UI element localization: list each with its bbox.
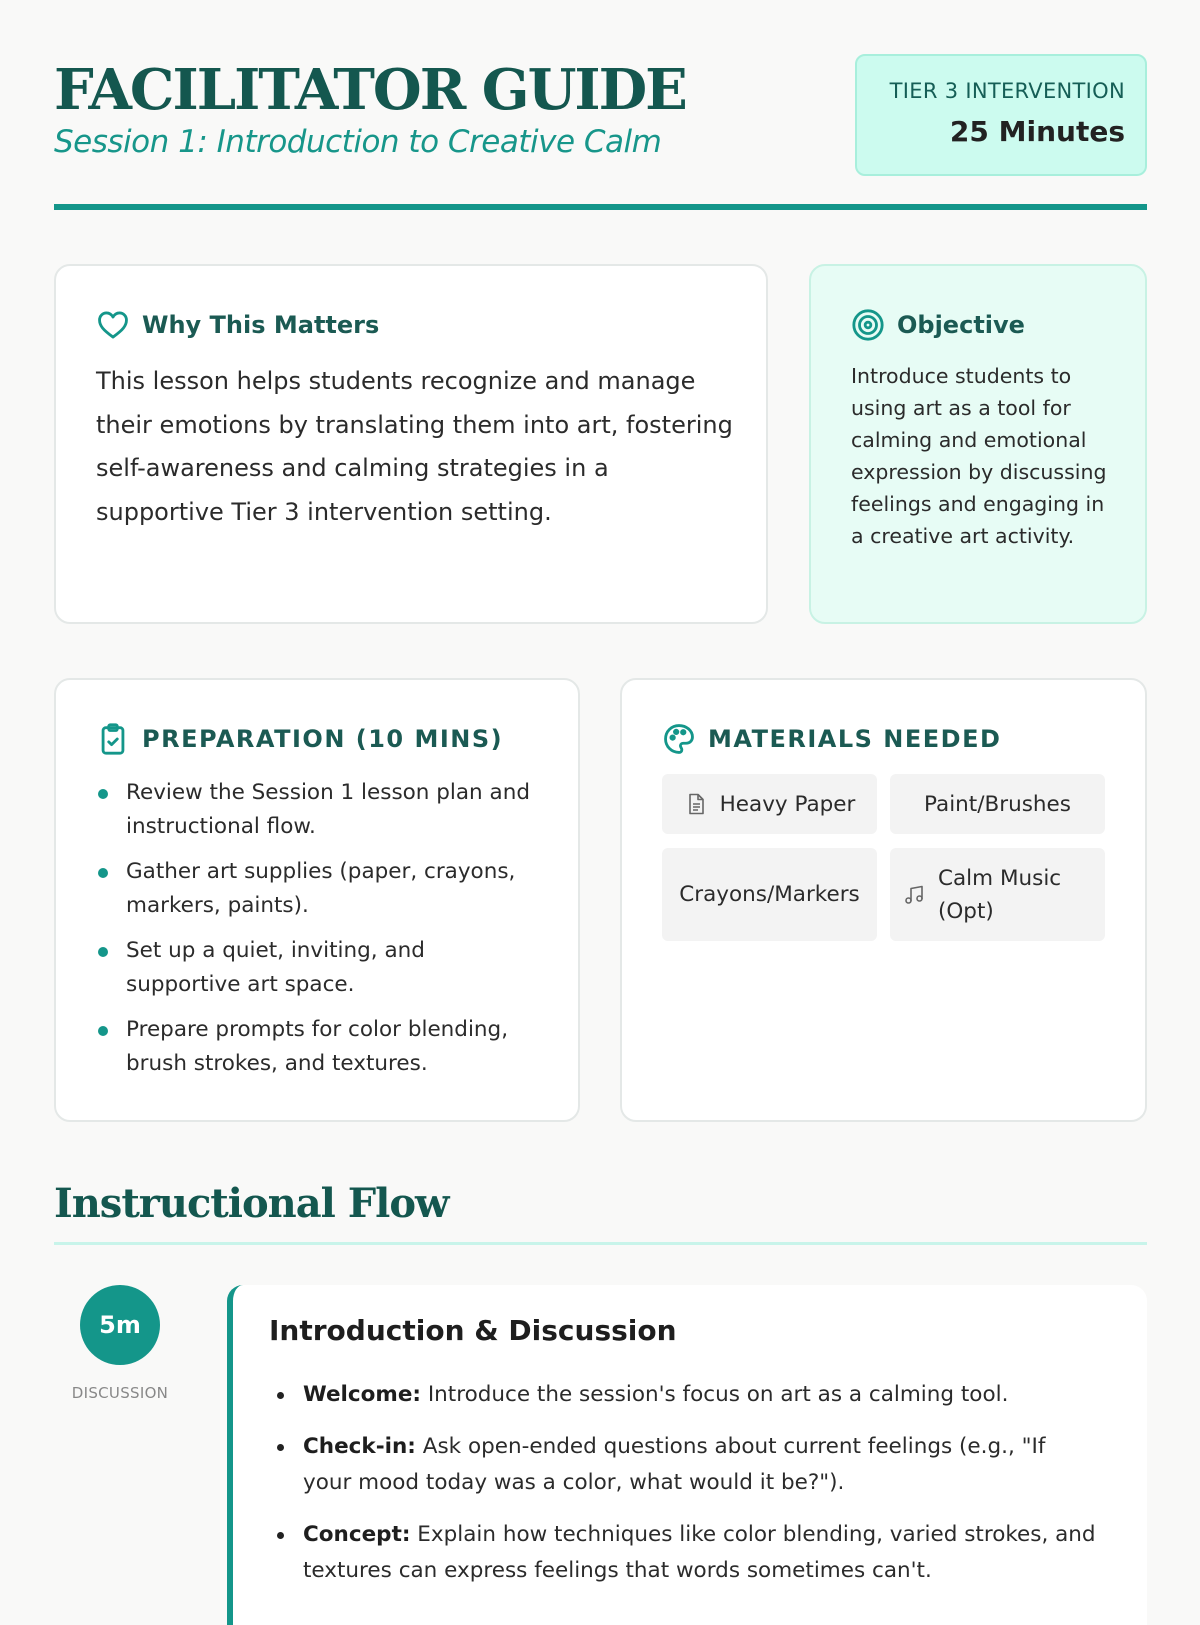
material-item-calm-music (890, 848, 1105, 941)
point-text: Explain how techniques like color blending, varied strokes, and textures can express feelings that words sometimes can't. (303, 1522, 1096, 1583)
list-item (96, 855, 536, 922)
document-icon (684, 792, 708, 816)
bullet-dot (277, 1392, 284, 1399)
why-card-title: Why This Matters (142, 311, 380, 339)
bullet-dot (277, 1444, 284, 1451)
music-note-icon (902, 883, 926, 907)
step-time-badge: 5m (80, 1285, 160, 1365)
why-card-text: This lesson helps students recognize and manage their emotions by translating them into art, fostering self-awareness and calming strategies in a supportive Tier 3 intervention setting. (96, 367, 733, 526)
material-item-crayons-markers (662, 848, 877, 941)
objective-text: Introduce students to using art as a tool for calming and emotional expression by discussing feelings and engaging in a creative art activity. (851, 364, 1107, 548)
bullet-dot (98, 789, 108, 799)
palette-icon (662, 722, 696, 756)
material-label: Calm Music (Opt) (938, 865, 1062, 924)
why-this-matters-card (54, 264, 768, 624)
target-icon (851, 308, 885, 342)
tier-label: TIER 3 INTERVENTION (889, 79, 1125, 103)
preparation-item-text: Gather art supplies (paper, crayons, markers, paints). (126, 859, 516, 918)
bullet-dot (98, 868, 108, 878)
preparation-card (54, 678, 580, 1122)
guide-header (54, 0, 1147, 212)
material-label: Crayons/Markers (679, 882, 860, 907)
bullet-dot (277, 1532, 284, 1539)
materials-card-title: MATERIALS NEEDED (708, 725, 1002, 753)
material-label: Heavy Paper (719, 791, 856, 817)
header-divider (54, 204, 1147, 210)
material-item-paint-brushes (890, 774, 1105, 834)
materials-card-header (662, 722, 1001, 756)
preparation-list (96, 776, 536, 1092)
list-item (269, 1517, 1099, 1589)
bullet-dot (98, 1026, 108, 1036)
point-term: Welcome: (303, 1382, 421, 1407)
facilitator-guide-page (54, 0, 1147, 1583)
list-item (96, 934, 536, 1001)
step-title: Introduction & Discussion (269, 1314, 677, 1347)
instructional-flow-title: Instructional Flow (54, 1180, 449, 1227)
step-points-list (269, 1377, 1099, 1605)
list-item (96, 776, 536, 843)
materials-card (620, 678, 1147, 1122)
preparation-item-text: Set up a quiet, inviting, and supportive art space. (126, 938, 425, 997)
page-title: FACILITATOR GUIDE (54, 57, 686, 123)
list-item (269, 1377, 1099, 1413)
objective-card (809, 264, 1147, 624)
tier-badge (855, 54, 1147, 176)
session-duration: 25 Minutes (949, 115, 1125, 148)
point-term: Check-in: (303, 1434, 416, 1459)
objective-card-header (851, 308, 1025, 342)
point-text: Ask open-ended questions about current feelings (e.g., "If your mood today was a color, what would it be?"). (303, 1434, 1046, 1495)
step-type-label: DISCUSSION (71, 1384, 169, 1402)
heart-icon (96, 308, 130, 342)
preparation-item-text: Prepare prompts for color blending, brush strokes, and textures. (126, 1017, 509, 1076)
preparation-card-header (96, 722, 503, 756)
preparation-item-text: Review the Session 1 lesson plan and instructional flow. (126, 780, 530, 839)
bullet-dot (98, 947, 108, 957)
preparation-card-title: PREPARATION (10 MINS) (142, 725, 504, 753)
list-item (96, 1013, 536, 1080)
material-label: Paint/Brushes (924, 791, 1071, 817)
clipboard-check-icon (96, 722, 130, 756)
point-term: Concept: (303, 1522, 411, 1547)
material-item-heavy-paper (662, 774, 877, 834)
objective-card-title: Objective (897, 311, 1025, 339)
point-text: Introduce the session's focus on art as a calming tool. (421, 1382, 1009, 1407)
session-subtitle: Session 1: Introduction to Creative Calm (54, 124, 662, 160)
flow-divider (54, 1242, 1147, 1245)
flow-step-card (227, 1285, 1147, 1625)
list-item (269, 1429, 1099, 1501)
why-card-header (96, 308, 379, 342)
